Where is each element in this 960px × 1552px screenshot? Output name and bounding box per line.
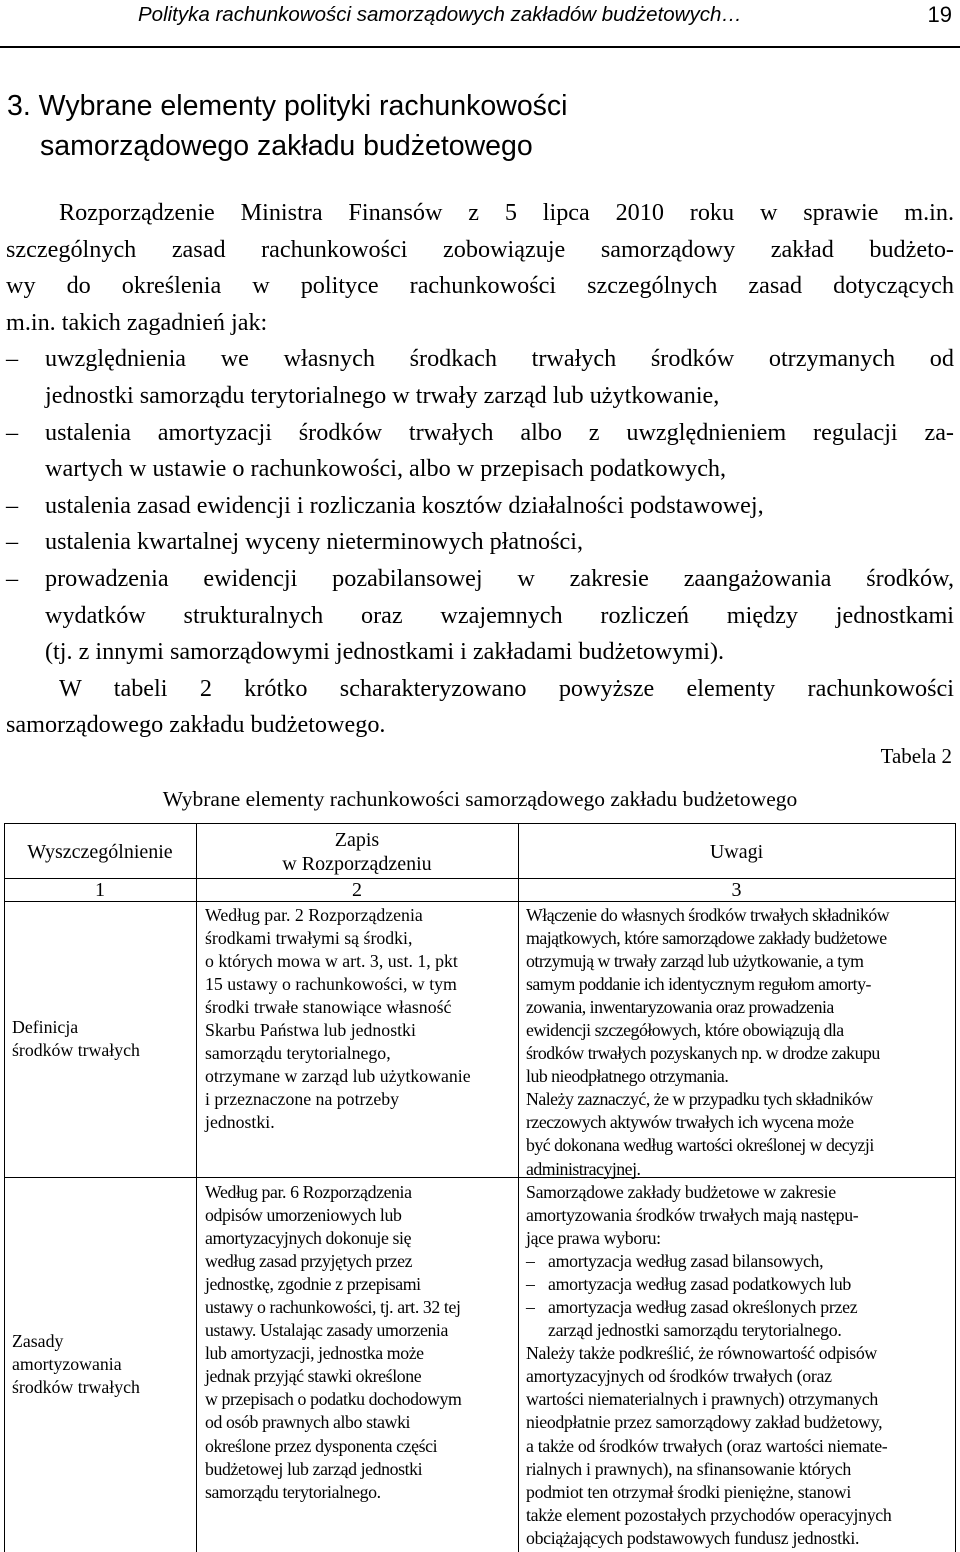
- uwagi-line: jące prawa wyboru:: [526, 1228, 661, 1249]
- uwagi-line: lub nieodpłatnego otrzymania.: [526, 1066, 729, 1087]
- uwagi-list-item: [526, 1296, 891, 1342]
- dash-bullet: –: [526, 1251, 535, 1272]
- uwagi-line: samym poddanie ich identycznym regułom amorty-: [526, 974, 871, 995]
- zapis-line: od osób prawnych albo stawki: [205, 1412, 411, 1433]
- zapis-line: Skarbu Państwa lub jednostki: [205, 1020, 416, 1041]
- intro-paragraph: [6, 195, 954, 744]
- zapis-line: lub amortyzacji, jednostka może: [205, 1343, 424, 1364]
- list-item: [6, 341, 954, 414]
- zapis-line: jednostkę, zgodnie z przepisami: [205, 1274, 421, 1295]
- dash-bullet: –: [6, 528, 19, 556]
- zapis-line: Według par. 2 Rozporządzenia: [205, 905, 423, 925]
- uwagi-line: także element pozostałych przychodów operacyjnych: [526, 1504, 892, 1525]
- zapis-line: budżetowej lub zarząd jednostki: [205, 1458, 423, 1479]
- uwagi-line: administracyjnej.: [526, 1158, 641, 1179]
- row-name-cell: [12, 1016, 140, 1062]
- zapis-line: środkami trwałymi są środki,: [205, 928, 413, 949]
- header-zapis-line: w Rozporządzeniu: [282, 853, 432, 875]
- zapis-line: o których mowa w art. 3, ust. 1, pkt: [205, 951, 458, 972]
- row-name-line: Definicja: [12, 1017, 79, 1037]
- uwagi-line: majątkowych, które samorządowe zakłady budżetowe: [526, 928, 887, 949]
- list-item-line: wartych w ustawie o rachunkowości, albo w przepisach podatkowych,: [45, 455, 727, 483]
- list-item: [6, 561, 954, 671]
- list-item-line: prowadzenia ewidencji pozabilansowej w zakresie zaangażowania środków,: [45, 564, 954, 592]
- zapis-line: samorządu terytorialnego,: [205, 1043, 391, 1064]
- uwagi-line: Włączenie do własnych środków trwałych składników: [526, 905, 890, 925]
- table-caption: Wybrane elementy rachunkowości samorządowego zakładu budżetowego: [162, 787, 798, 811]
- list-item-line: uwzględnienia we własnych środkach trwałych środków otrzymanych od: [45, 345, 954, 373]
- list-item-line: ustalenia kwartalnej wyceny nieterminowych płatności,: [45, 528, 583, 556]
- running-title: Polityka rachunkowości samorządowych zakładów budżetowych…: [138, 3, 742, 26]
- row-name-line: amortyzowania: [12, 1354, 122, 1375]
- zapis-line: samorządu terytorialnego.: [205, 1481, 381, 1502]
- zapis-line: ustawy o rachunkowości, tj. art. 32 tej: [205, 1297, 461, 1318]
- column-number: 3: [731, 879, 742, 901]
- uwagi-line: amortyzowania środków trwałych mają następu-: [526, 1205, 859, 1226]
- paragraph-line: szczególnych zasad rachunkowości zobowiązuje samorządowy zakład budżeto-: [6, 235, 954, 263]
- zapis-line: środki trwałe stanowiące własność: [205, 997, 452, 1018]
- section-heading-line: samorządowego zakładu budżetowego: [40, 130, 533, 162]
- zapis-line: otrzymane w zarząd lub użytkowanie: [205, 1066, 471, 1087]
- uwagi-line: amortyzacyjnych od środków trwałych (oraz: [526, 1366, 832, 1387]
- uwagi-list-item: [526, 1273, 891, 1296]
- list-item: [6, 415, 954, 488]
- uwagi-line: Samorządowe zakłady budżetowe w zakresie: [526, 1182, 836, 1202]
- column-number: 2: [352, 879, 362, 901]
- dash-bullet: –: [526, 1274, 535, 1295]
- paragraph-line: m.in. takich zagadnień jak:: [6, 308, 268, 336]
- zapis-line: jednostki.: [205, 1112, 275, 1133]
- uwagi-line: obciążających podstawowych fundusz jednostki.: [526, 1527, 860, 1548]
- header-uwagi: Uwagi: [709, 841, 764, 863]
- zapis-line: określone przez dysponenta części: [205, 1435, 438, 1456]
- zapis-line: ustawy. Ustalając zasady umorzenia: [205, 1320, 448, 1341]
- uwagi-list-line: amortyzacja według zasad podatkowych lub: [548, 1274, 852, 1295]
- dash-bullet: –: [6, 564, 19, 592]
- row-name-line: środków trwałych: [12, 1377, 140, 1398]
- zapis-line: według zasad przyjętych przez: [205, 1251, 413, 1272]
- uwagi-line: podmiot ten otrzymał środki pieniężne, stanowi: [526, 1481, 851, 1502]
- table-rule: [4, 823, 5, 1552]
- dash-bullet: –: [6, 345, 19, 373]
- zapis-line: Według par. 6 Rozporządzenia: [205, 1182, 412, 1202]
- zapis-line: 15 ustawy o rachunkowości, w tym: [205, 974, 457, 995]
- row-name-line: Zasady: [12, 1331, 64, 1351]
- uwagi-line: środków trwałych pozyskanych np. w drodze zakupu: [526, 1043, 880, 1064]
- header-zapis-line: Zapis: [334, 829, 380, 851]
- zapis-cell: [205, 904, 471, 1134]
- uwagi-list-line: amortyzacja według zasad określonych przez: [548, 1297, 858, 1318]
- paragraph-line: samorządowego zakładu budżetowego.: [6, 711, 386, 739]
- table-label: Tabela 2: [880, 744, 952, 768]
- list-item-line: jednostki samorządu terytorialnego w trwały zarząd lub użytkowanie,: [45, 381, 720, 409]
- list-item-line: ustalenia zasad ewidencji i rozliczania kosztów działalności podstawowej,: [45, 491, 764, 519]
- table-rule: [518, 823, 519, 1552]
- uwagi-line: a także od środków trwałych (oraz wartości niemate-: [526, 1435, 888, 1456]
- dash-bullet: –: [526, 1297, 535, 1318]
- uwagi-list-line: amortyzacja według zasad bilansowych,: [548, 1251, 824, 1272]
- table-rule: [4, 823, 956, 824]
- uwagi-line: być dokonana według wartości określonej w decyzji: [526, 1135, 874, 1156]
- table-rule: [196, 823, 197, 1552]
- paragraph-line: wy do określenia w polityce rachunkowości szczególnych zasad dotyczących: [6, 272, 954, 300]
- row-name-cell: [12, 1330, 140, 1399]
- list-item-line: ustalenia amortyzacji środków trwałych albo z uwzględnieniem regulacji za-: [45, 418, 954, 446]
- list-item-line: wydatków strukturalnych oraz wzajemnych rozliczeń między jednostkami: [45, 601, 954, 629]
- uwagi-list-item: [526, 1250, 891, 1273]
- uwagi-line: Należy także podkreślić, że równowartość odpisów: [526, 1343, 877, 1364]
- uwagi-cell: [526, 1181, 891, 1550]
- dash-bullet: –: [6, 491, 19, 519]
- row-name-line: środków trwałych: [12, 1040, 140, 1061]
- uwagi-line: rzeczowych aktywów trwałych ich wycena może: [526, 1112, 854, 1133]
- table-rule: [955, 823, 956, 1552]
- uwagi-cell: [526, 904, 889, 1181]
- uwagi-line: rialnych i prawnych), na sfinansowanie których: [526, 1458, 851, 1479]
- zapis-line: w przepisach o podatku dochodowym: [205, 1389, 462, 1410]
- uwagi-line: zowania, inwentaryzowania oraz prowadzenia: [526, 997, 834, 1018]
- header-zapis: [196, 828, 518, 876]
- list-item: [6, 524, 954, 561]
- zapis-cell: [205, 1181, 461, 1504]
- uwagi-line: ewidencji szczegółowych, które obowiązują dla: [526, 1020, 844, 1041]
- list-item-line: (tj. z innymi samorządowymi jednostkami i zakładami budżetowymi).: [45, 638, 725, 666]
- uwagi-line: nieodpłatnie przez samorządowy zakład budżetowy,: [526, 1412, 883, 1433]
- list-item: [6, 488, 954, 525]
- section-heading-line: 3. Wybrane elementy polityki rachunkowości: [7, 90, 568, 122]
- zapis-line: odpisów umorzeniowych lub: [205, 1205, 402, 1226]
- zapis-line: amortyzacyjnych dokonuje się: [205, 1228, 412, 1249]
- zapis-line: i przeznaczone na potrzeby: [205, 1089, 399, 1110]
- zapis-line: jednak przyjąć stawki określone: [205, 1366, 422, 1387]
- page-number: 19: [927, 2, 952, 27]
- uwagi-line: otrzymują w trwały zarząd lub użytkowanie, a tym: [526, 951, 864, 972]
- uwagi-list-line: zarząd jednostki samorządu terytorialnego.: [548, 1320, 842, 1341]
- column-number: 1: [95, 879, 105, 901]
- header-wyszczegolnienie: Wyszczególnienie: [27, 841, 173, 863]
- running-header: [0, 0, 960, 48]
- data-table: [4, 823, 956, 1552]
- paragraph-line: Rozporządzenie Ministra Finansów z 5 lipca 2010 roku w sprawie m.in.: [59, 199, 954, 226]
- paragraph-line: W tabeli 2 krótko scharakteryzowano powyższe elementy rachunkowości: [59, 674, 954, 702]
- dash-bullet: –: [6, 418, 19, 446]
- uwagi-line: wartości niematerialnych i prawnych) otrzymanych: [526, 1389, 878, 1410]
- section-heading: [7, 86, 947, 166]
- uwagi-line: Należy zaznaczyć, że w przypadku tych składników: [526, 1089, 873, 1110]
